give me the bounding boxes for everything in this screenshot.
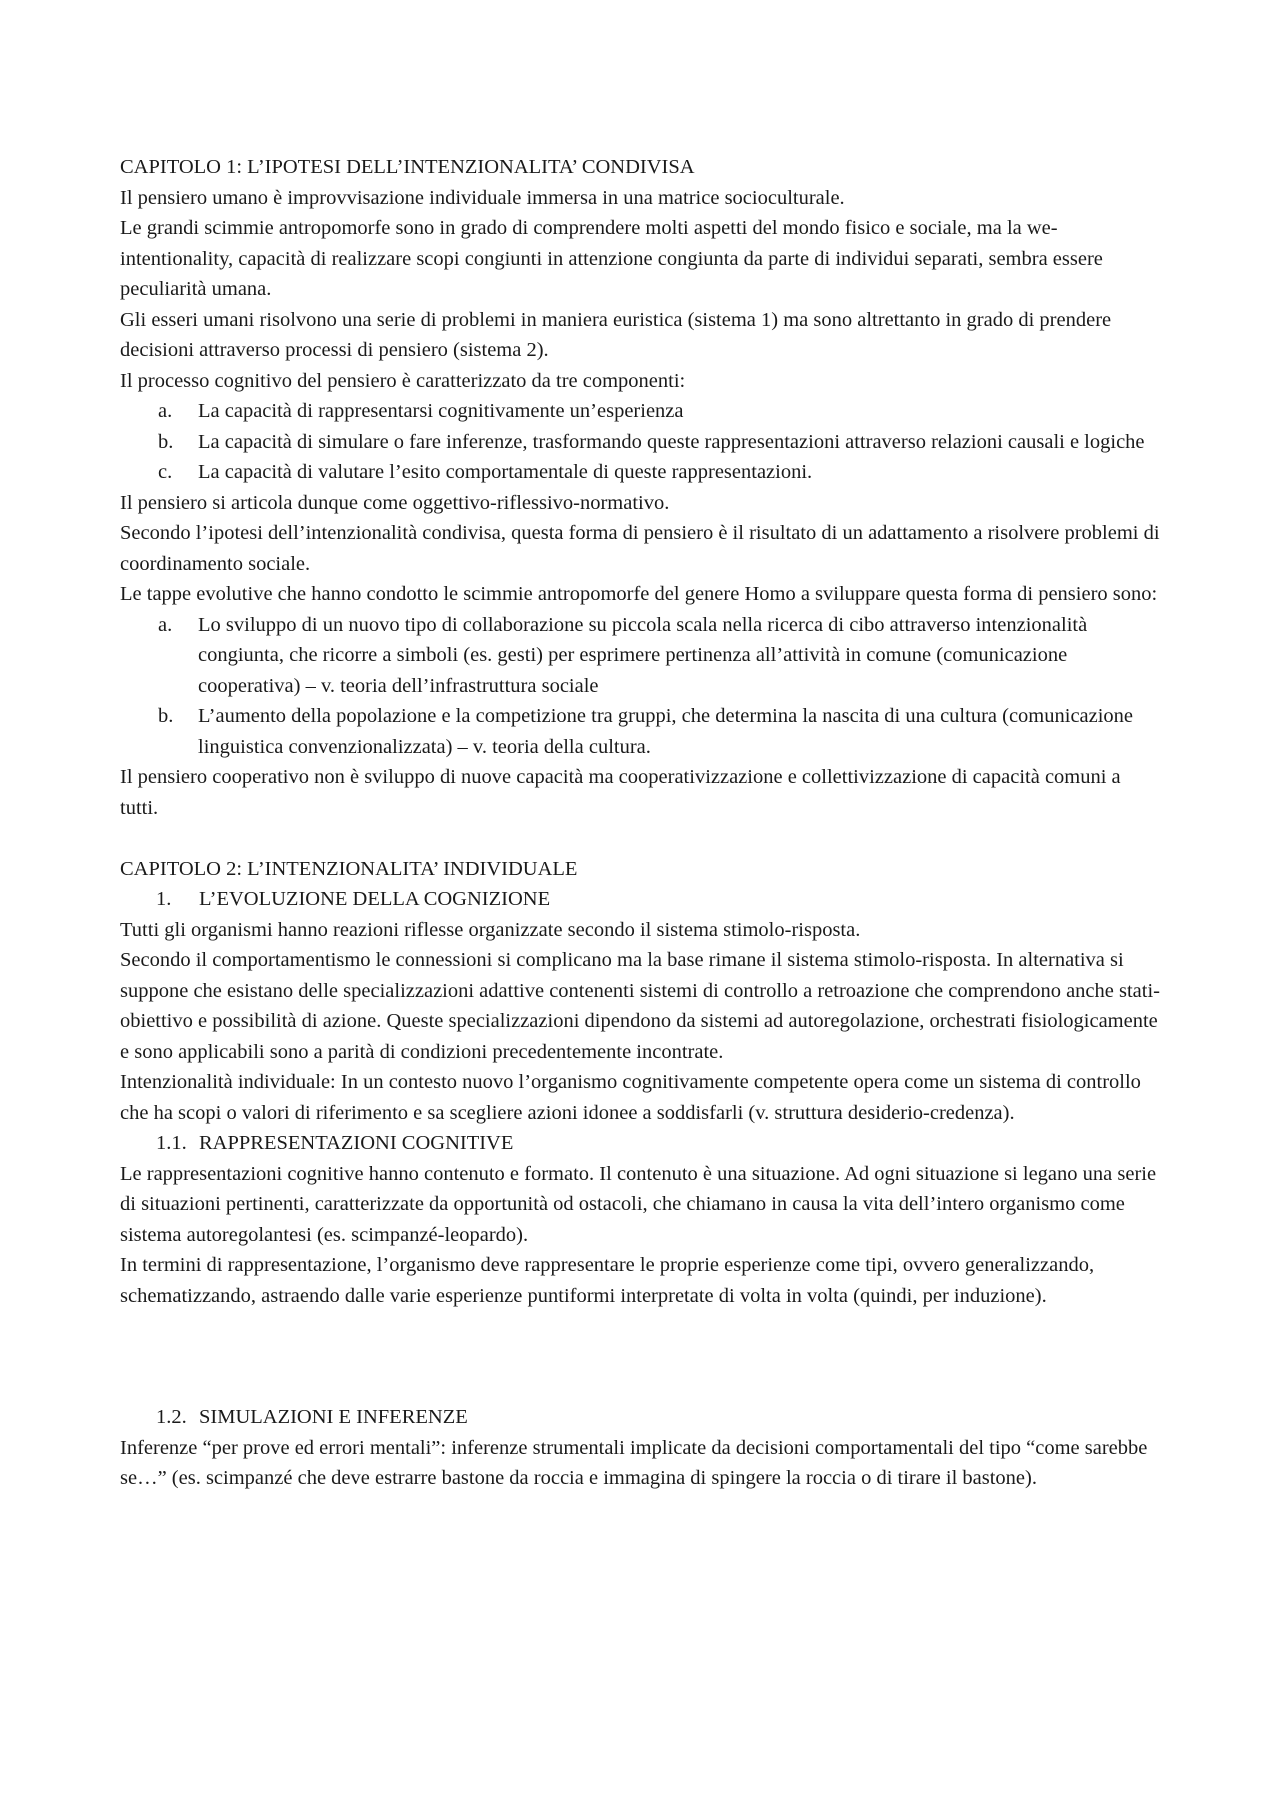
- paragraph: Le tappe evolutive che hanno condotto le scimmie antropomorfe del genere Homo a sviluppare questa forma di pensiero sono:: [120, 583, 1158, 605]
- section-title: SIMULAZIONI E INFERENZE: [199, 1406, 468, 1428]
- list-item-text: La capacità di valutare l’esito comportamentale di queste rappresentazioni.: [198, 461, 813, 483]
- list-marker: b.: [158, 705, 174, 727]
- list-item: [120, 396, 1160, 427]
- components-list: [120, 396, 1160, 488]
- chapter2-title: CAPITOLO 2: L’INTENZIONALITA’ INDIVIDUALE: [120, 857, 578, 880]
- list-item-text: La capacità di rappresentarsi cognitivamente un’esperienza: [198, 400, 684, 422]
- blank-line: [120, 823, 1160, 854]
- list-marker: a.: [158, 400, 173, 422]
- section-heading-1: [120, 884, 1160, 915]
- paragraph: Il pensiero si articola dunque come oggettivo-riflessivo-normativo.: [120, 491, 670, 514]
- paragraph: Le grandi scimmie antropomorfe sono in grado di comprendere molti aspetti del mondo fisico e sociale, ma la we-intentionality, capacità di realizzare scopi congiunti in attenzione congiunta da parte di individui separati, sembra essere peculiarità umana.: [120, 217, 1103, 300]
- paragraph: In termini di rappresentazione, l’organismo deve rappresentare le proprie esperienze come tipi, ovvero generalizzando, schematizzando, astraendo dalle varie esperienze puntiformi interpretate di volta in volta (quindi, per induzione).: [120, 1254, 1095, 1307]
- paragraph: Inferenze “per prove ed errori mentali”: inferenze strumentali implicate da decisioni comportamentali del tipo “come sarebbe se…” (es. scimpanzé che deve estrarre bastone da roccia e immagina di spingere la roccia o di tirare il bastone).: [120, 1436, 1148, 1489]
- chapter1-title: CAPITOLO 1: L’IPOTESI DELL’INTENZIONALITA’ CONDIVISA: [120, 156, 695, 178]
- paragraph: Il processo cognitivo del pensiero è caratterizzato da tre componenti:: [120, 369, 686, 392]
- section-title: L’EVOLUZIONE DELLA COGNIZIONE: [199, 888, 551, 910]
- list-item-text: Lo sviluppo di un nuovo tipo di collaborazione su piccola scala nella ricerca di cibo attraverso intenzionalità congiunta, che ricorre a simboli (es. gesti) per esprimere pertinenza all’attività in comune (comunicazione cooperativa) – v. teoria dell’infrastruttura sociale: [198, 613, 1088, 697]
- paragraph: Gli esseri umani risolvono una serie di problemi in maniera euristica (sistema 1) ma sono altrettanto in grado di prendere decisioni attraverso processi di pensiero (sistema 2).: [120, 308, 1112, 361]
- list-item: [120, 427, 1160, 458]
- blank-space: [120, 1311, 1160, 1402]
- list-item: [120, 610, 1160, 702]
- paragraph: Secondo il comportamentismo le connessioni si complicano ma la base rimane il sistema stimolo-risposta. In alternativa si suppone che esistano delle specializzazioni adattive contenenti sistemi di controllo a retroazione che comprendono anche stati-obiettivo e possibilità di azione. Queste specializzazioni dipendono da sistemi ad autoregolazione, orchestrati fisiologicamente e sono applicabili sono a parità di condizioni precedentemente incontrate.: [120, 949, 1160, 1063]
- paragraph: Intenzionalità individuale: In un contesto nuovo l’organismo cognitivamente competente opera come un sistema di controllo che ha scopi o valori di riferimento e sa scegliere azioni idonee a soddisfarli (v. struttura desiderio-credenza).: [120, 1071, 1141, 1124]
- evolution-stages-list: [120, 610, 1160, 763]
- list-item: [120, 701, 1160, 762]
- section-number: 1.: [156, 888, 172, 910]
- section-number: 1.2.: [156, 1406, 187, 1428]
- section-heading-1-2: [120, 1402, 1160, 1433]
- paragraph: Secondo l’ipotesi dell’intenzionalità condivisa, questa forma di pensiero è il risultato di un adattamento a risolvere problemi di coordinamento sociale.: [120, 522, 1160, 575]
- section-title: RAPPRESENTAZIONI COGNITIVE: [199, 1132, 514, 1154]
- paragraph: Le rappresentazioni cognitive hanno contenuto e formato. Il contenuto è una situazione. Ad ogni situazione si legano una serie di situazioni pertinenti, caratterizzate da opportunità od ostacoli, che chiamano in causa la vita dell’intero organismo come sistema autoregolantesi (es. scimpanzé-leopardo).: [120, 1162, 1157, 1246]
- list-marker: c.: [158, 461, 173, 483]
- list-item-text: L’aumento della popolazione e la competizione tra gruppi, che determina la nascita di una cultura (comunicazione linguistica convenzionalizzata) – v. teoria della cultura.: [198, 705, 1134, 758]
- list-item-text: La capacità di simulare o fare inferenze, trasformando queste rappresentazioni attraverso relazioni causali e logiche: [198, 430, 1145, 453]
- list-marker: a.: [158, 613, 173, 636]
- section-number: 1.1.: [156, 1132, 187, 1154]
- paragraph: Il pensiero cooperativo non è sviluppo di nuove capacità ma cooperativizzazione e collettivizzazione di capacità comuni a tutti.: [120, 766, 1121, 819]
- list-item: [120, 457, 1160, 488]
- paragraph: Il pensiero umano è improvvisazione individuale immersa in una matrice socioculturale.: [120, 186, 845, 209]
- paragraph: Tutti gli organismi hanno reazioni riflesse organizzate secondo il sistema stimolo-risposta.: [120, 918, 861, 941]
- list-marker: b.: [158, 430, 174, 453]
- section-heading-1-1: [120, 1128, 1160, 1159]
